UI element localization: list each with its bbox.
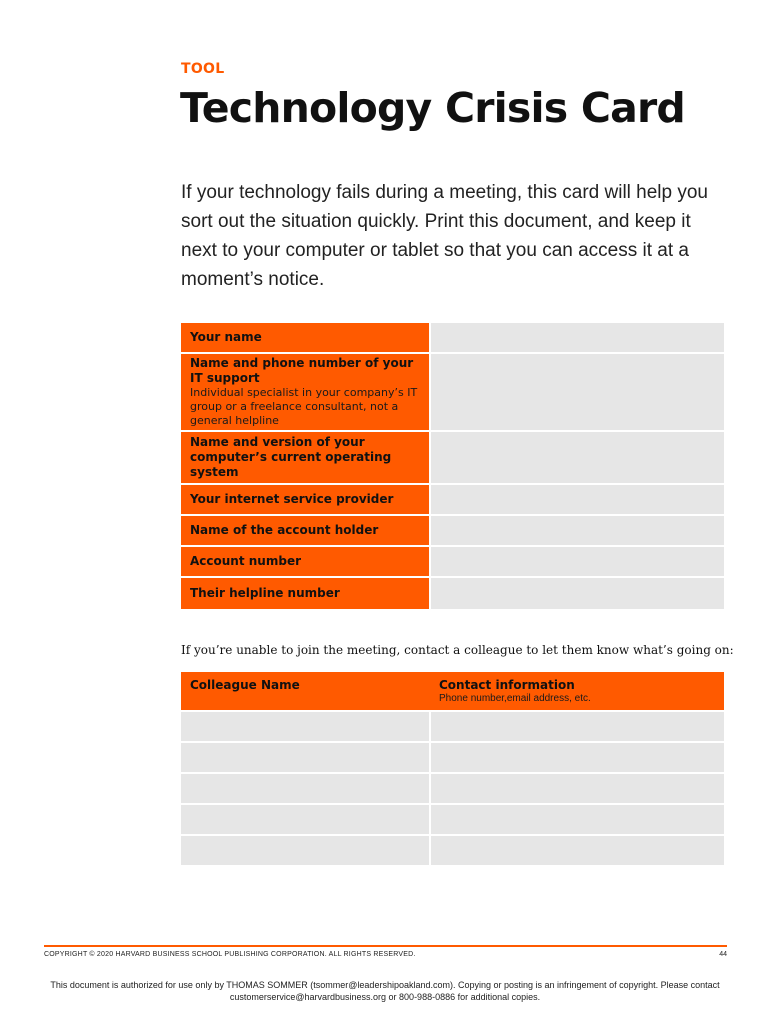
field-label-text: Name and version of your computer’s current operating system xyxy=(190,435,392,479)
field-label-your-name xyxy=(181,323,429,352)
field-label-text: Your internet service provider xyxy=(190,492,394,506)
crisis-info-table xyxy=(181,323,724,609)
table-row xyxy=(181,432,724,485)
table-row xyxy=(181,354,724,432)
field-label-text: Name and phone number of your IT support xyxy=(190,356,414,385)
colleague-contact-field[interactable] xyxy=(431,805,724,834)
field-label-text: Their helpline number xyxy=(190,586,340,600)
field-label-operating-system xyxy=(181,432,429,483)
table-row xyxy=(181,774,724,803)
field-label-account-holder xyxy=(181,516,429,545)
table-row xyxy=(181,743,724,772)
colleague-name-field[interactable] xyxy=(181,805,429,834)
colleague-table-header xyxy=(181,672,724,710)
field-label-text: Name of the account holder xyxy=(190,523,379,537)
it-support-field[interactable] xyxy=(431,354,724,430)
contact-info-header xyxy=(431,672,724,710)
colleague-name-header: Colleague Name xyxy=(190,678,300,692)
account-holder-field[interactable] xyxy=(431,516,724,545)
page-title: Technology Crisis Card xyxy=(180,84,685,132)
colleague-table xyxy=(181,672,724,865)
footer-divider xyxy=(44,945,727,947)
your-name-field[interactable] xyxy=(431,323,724,352)
contact-info-header-text: Contact information xyxy=(439,678,575,692)
field-label-account-number xyxy=(181,547,429,576)
table-row xyxy=(181,712,724,741)
colleague-contact-field[interactable] xyxy=(431,712,724,741)
table-row xyxy=(181,485,724,516)
contact-colleague-note: If you’re unable to join the meeting, contact a colleague to let them know what’s going on: xyxy=(181,643,734,657)
table-row xyxy=(181,578,724,609)
internet-provider-field[interactable] xyxy=(431,485,724,514)
field-sublabel-text: Individual specialist in your company’s IT group or a freelance consultant, not a general helpline xyxy=(190,386,418,427)
colleague-name-field[interactable] xyxy=(181,836,429,865)
table-row xyxy=(181,323,724,354)
operating-system-field[interactable] xyxy=(431,432,724,483)
colleague-contact-field[interactable] xyxy=(431,836,724,865)
intro-paragraph: If your technology fails during a meeting, this card will help you sort out the situation quickly. Print this document, and keep it next to your computer or tablet so that you can access it at a moment’s notice. xyxy=(181,182,708,290)
field-label-internet-provider xyxy=(181,485,429,514)
table-row xyxy=(181,836,724,865)
account-number-field[interactable] xyxy=(431,547,724,576)
colleague-contact-field[interactable] xyxy=(431,774,724,803)
authorization-notice: This document is authorized for use only by THOMAS SOMMER (tsommer@leadershipoakland.com). Copying or posting is an infringement of copyright. Please contact customerservice@harvardbusiness.org or 800-988-0886 for additional copies. xyxy=(50,980,720,1002)
copyright-notice: COPYRIGHT © 2020 HARVARD BUSINESS SCHOOL PUBLISHING CORPORATION. ALL RIGHTS RESERVED. xyxy=(44,951,416,958)
table-row xyxy=(181,547,724,578)
field-label-text: Account number xyxy=(190,554,301,568)
colleague-name-field[interactable] xyxy=(181,774,429,803)
table-row xyxy=(181,805,724,834)
colleague-name-field[interactable] xyxy=(181,743,429,772)
helpline-field[interactable] xyxy=(431,578,724,609)
field-label-helpline xyxy=(181,578,429,609)
field-label-text: Your name xyxy=(190,330,262,344)
field-label-it-support xyxy=(181,354,429,430)
page-number: 44 xyxy=(719,951,727,958)
tool-kicker: TOOL xyxy=(181,61,225,77)
colleague-contact-field[interactable] xyxy=(431,743,724,772)
colleague-name-field[interactable] xyxy=(181,712,429,741)
table-row xyxy=(181,516,724,547)
contact-info-subheader: Phone number,email address, etc. xyxy=(439,693,591,704)
